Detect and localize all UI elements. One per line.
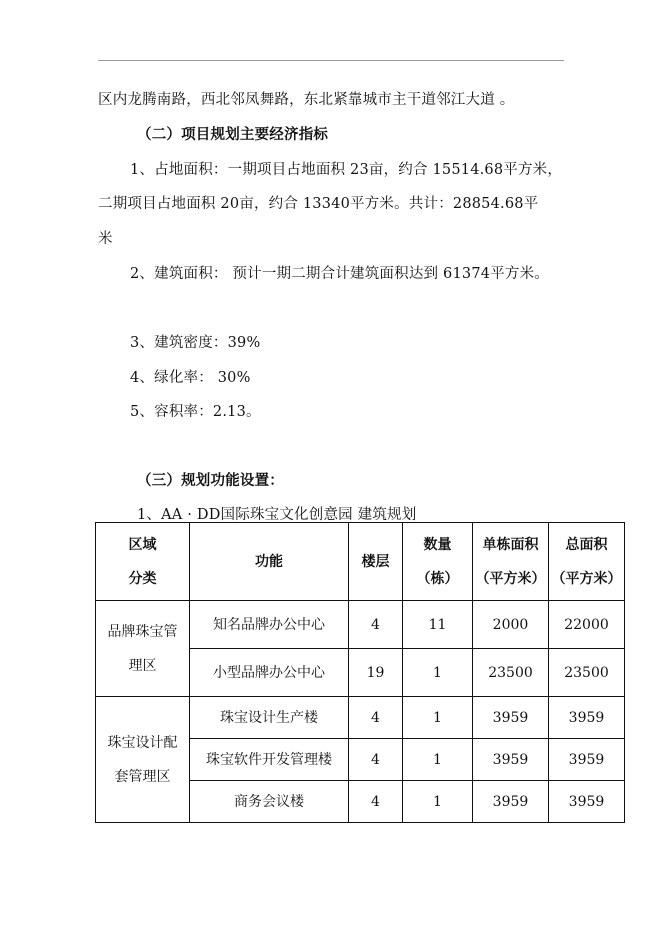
table-header-row: [96, 523, 625, 601]
item-land-area-line2: 二期项目占地面积 20亩，约合 13340平方米。共计：28854.68平: [98, 196, 539, 212]
cell-total-area: 22000: [549, 601, 625, 649]
cell-total-area: 3959: [549, 697, 625, 739]
header-unit-area: 单栋面积 （平方米）: [473, 523, 549, 601]
header-quantity: 数量 （栋）: [403, 523, 473, 601]
section-heading-functions: （三）规划功能设置：: [137, 472, 284, 489]
cell-total-area: 3959: [549, 781, 625, 823]
item-land-area-line3: 米: [98, 231, 113, 247]
header-total-area: 总面积 （平方米）: [549, 523, 625, 601]
cell-quantity: 1: [403, 649, 473, 697]
section-heading-indicators: （二）项目规划主要经济指标: [137, 126, 329, 143]
cell-unit-area: 3959: [473, 697, 549, 739]
header-function: 功能: [190, 523, 349, 601]
cell-floors: 19: [349, 649, 403, 697]
item-building-density: 3、建筑密度：39%: [130, 335, 261, 351]
item-land-area-line1: 1、占地面积：一期项目占地面积 23亩，约合 15514.68平方米，: [130, 162, 563, 178]
item-building-area: 2、建筑面积： 预计一期二期合计建筑面积达到 61374平方米。: [130, 266, 549, 282]
cell-unit-area: 23500: [473, 649, 549, 697]
cell-total-area: 3959: [549, 739, 625, 781]
header-area-category: 区域 分类: [96, 523, 190, 601]
subheading-building-plan: 1、AA · DD国际珠宝文化创意园 建筑规划: [137, 507, 417, 523]
cell-function: 知名品牌办公中心: [190, 601, 349, 649]
paragraph-location: 区内龙腾南路，西北邻凤舞路，东北紧靠城市主干道邻江大道 。: [98, 92, 515, 108]
cell-quantity: 1: [403, 739, 473, 781]
item-plot-ratio: 5、容积率：2.13。: [130, 404, 261, 420]
cell-quantity: 1: [403, 697, 473, 739]
cell-quantity: 11: [403, 601, 473, 649]
item-greening-rate: 4、绿化率： 30%: [130, 370, 251, 386]
category-design-support: 珠宝设计配 套管理区: [96, 697, 190, 823]
cell-quantity: 1: [403, 781, 473, 823]
cell-function: 小型品牌办公中心: [190, 649, 349, 697]
cell-unit-area: 3959: [473, 781, 549, 823]
planning-table: [95, 522, 625, 823]
table-row: [96, 697, 625, 739]
cell-floors: 4: [349, 601, 403, 649]
cell-floors: 4: [349, 697, 403, 739]
cell-floors: 4: [349, 739, 403, 781]
category-brand-jewelry: 品牌珠宝管 理区: [96, 601, 190, 697]
cell-total-area: 23500: [549, 649, 625, 697]
header-rule: [98, 60, 564, 61]
cell-unit-area: 2000: [473, 601, 549, 649]
table-row: [96, 601, 625, 649]
header-floors: 楼层: [349, 523, 403, 601]
cell-unit-area: 3959: [473, 739, 549, 781]
cell-function: 珠宝软件开发管理楼: [190, 739, 349, 781]
cell-floors: 4: [349, 781, 403, 823]
cell-function: 商务会议楼: [190, 781, 349, 823]
cell-function: 珠宝设计生产楼: [190, 697, 349, 739]
